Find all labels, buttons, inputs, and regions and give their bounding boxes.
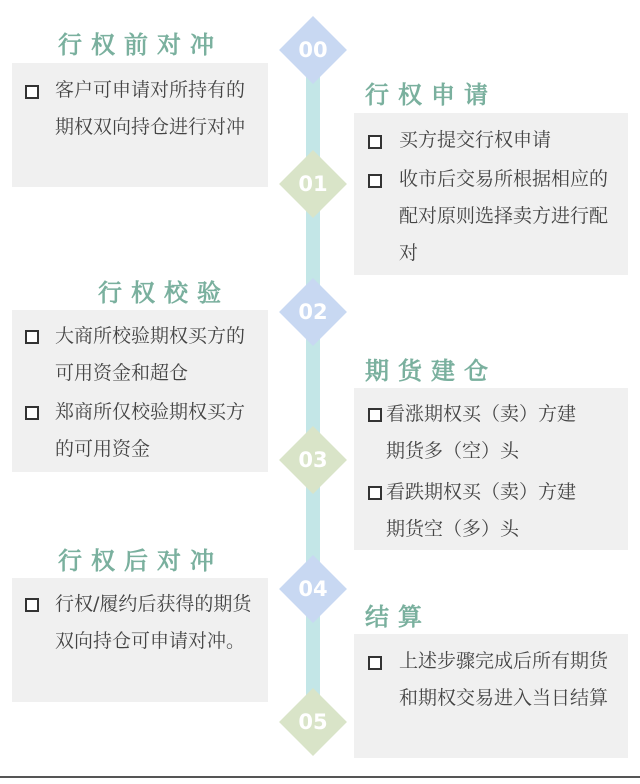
step-item: 收市后交易所根据相应的配对原则选择卖方进行配对 (399, 168, 609, 264)
checkbox-icon (25, 330, 39, 344)
step-item: 上述步骤完成后所有期货和期权交易进入当日结算 (399, 650, 609, 709)
node-03-label: 03 (298, 448, 328, 472)
step-item: 看涨期权买（卖）方建期货多（空）头 (386, 403, 577, 462)
checkbox-icon (368, 486, 382, 500)
step-item: 买方提交行权申请 (399, 129, 552, 151)
checkbox-icon (368, 656, 382, 670)
timeline-spine (306, 40, 320, 730)
step-box-pre-exercise-hedge (12, 63, 268, 187)
checkbox-icon (25, 598, 39, 612)
checkbox-icon (25, 85, 39, 99)
checkbox-icon (368, 135, 382, 149)
step-item: 行权/履约后获得的期货双向持仓可申请对冲。 (55, 593, 252, 652)
bottom-rule (0, 776, 640, 778)
step-title-settlement: 结算 (365, 603, 431, 631)
step-title-exercise-application: 行权申请 (365, 81, 497, 109)
step-title-pre-exercise-hedge: 行权前对冲 (58, 31, 223, 59)
step-box-settlement (354, 634, 628, 758)
step-title-exercise-verification: 行权校验 (98, 279, 230, 307)
step-title-post-exercise-hedge: 行权后对冲 (58, 547, 223, 575)
step-item: 大商所校验期权买方的可用资金和超仓 (55, 325, 246, 384)
checkbox-icon (368, 408, 382, 422)
step-item: 看跌期权买（卖）方建期货空（多）头 (386, 481, 577, 540)
step-box-futures-position (354, 388, 628, 550)
step-item: 客户可申请对所持有的期权双向持仓进行对冲 (55, 79, 246, 138)
checkbox-icon (368, 174, 382, 188)
step-box-exercise-verification (12, 310, 268, 472)
node-05-label: 05 (298, 710, 328, 734)
node-01-label: 01 (298, 172, 328, 196)
node-04-label: 04 (298, 577, 328, 601)
node-00-label: 00 (298, 38, 328, 62)
checkbox-icon (25, 406, 39, 420)
step-item: 郑商所仅校验期权买方的可用资金 (55, 401, 246, 460)
node-02-label: 02 (298, 300, 328, 324)
step-title-futures-position: 期货建仓 (365, 357, 497, 385)
step-box-exercise-application (354, 113, 628, 275)
step-box-post-exercise-hedge (12, 578, 268, 702)
